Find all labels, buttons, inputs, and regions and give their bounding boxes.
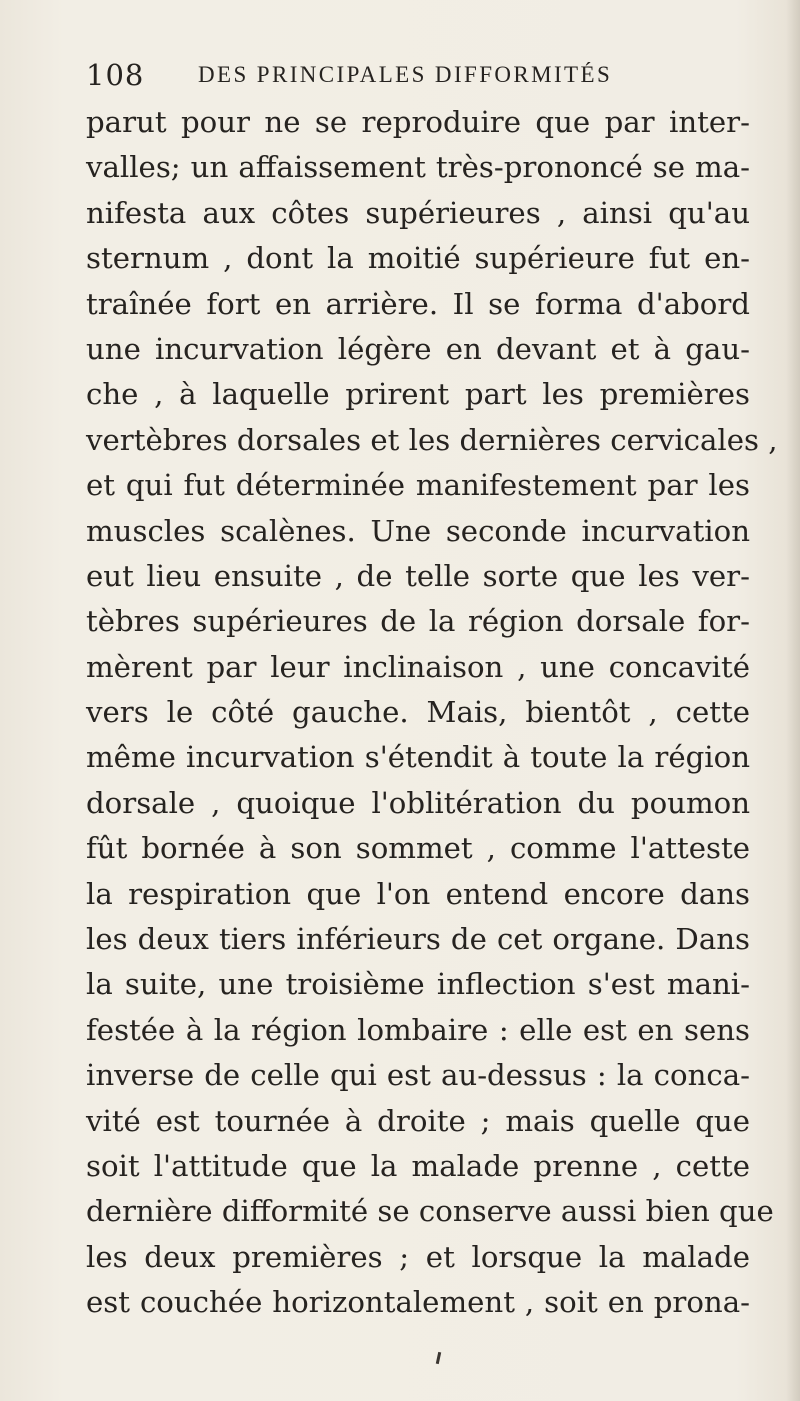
page-number: 108: [86, 58, 145, 92]
text-line: et qui fut déterminée manifestement par les: [86, 468, 750, 503]
running-head: [86, 58, 736, 98]
text-line: tèbres supérieures de la région dorsale for-: [86, 604, 750, 639]
text-line: parut pour ne se reproduire que par inter-: [86, 105, 750, 139]
text-line: la suite, une troisième inflection s'est mani-: [86, 967, 750, 1002]
text-line: la respiration que l'on entend encore dans: [86, 876, 750, 911]
text-line: même incurvation s'étendit à toute la région: [86, 740, 750, 775]
text-line: vers le côté gauche. Mais, bientôt , cette: [86, 695, 750, 730]
ink-mark: [436, 1352, 441, 1364]
text-line: dernière difformité se conserve aussi bien que: [86, 1194, 774, 1229]
text-line: traînée fort en arrière. Il se forma d'abord: [86, 286, 750, 321]
text-line: festée à la région lombaire : elle est en sens: [86, 1012, 750, 1047]
text-line: mèrent par leur inclinaison , une concavité: [86, 649, 750, 684]
text-line: che , à laquelle prirent part les premières: [86, 377, 750, 412]
text-line: nifesta aux côtes supérieures , ainsi qu'au: [86, 195, 750, 230]
text-line: une incurvation légère en devant et à gau-: [86, 331, 750, 366]
text-line: les deux premières ; et lorsque la malade: [86, 1239, 750, 1274]
text-line: vité est tournée à droite ; mais quelle que: [86, 1103, 750, 1138]
body-text: [86, 100, 778, 1326]
text-line: dorsale , quoique l'oblitération du poumon: [86, 785, 750, 820]
text-line: est couchée horizontalement , soit en prona-: [86, 1285, 750, 1320]
text-line: les deux tiers inférieurs de cet organe. Dans: [86, 922, 750, 957]
text-line: valles; un affaissement très-prononcé se ma-: [86, 150, 750, 185]
text-line: soit l'attitude que la malade prenne , cette: [86, 1148, 750, 1183]
page-edge-shadow: [786, 0, 800, 1401]
text-line: eut lieu ensuite , de telle sorte que les ver-: [86, 558, 750, 593]
text-line: muscles scalènes. Une seconde incurvation: [86, 513, 750, 548]
text-line: fût bornée à son sommet , comme l'atteste: [86, 831, 750, 866]
text-line: sternum , dont la moitié supérieure fut en-: [86, 241, 750, 276]
text-line: vertèbres dorsales et les dernières cervicales ,: [86, 422, 778, 457]
text-line: inverse de celle qui est au-dessus : la conca-: [86, 1058, 750, 1093]
running-title: DES PRINCIPALES DIFFORMITÉS: [198, 62, 613, 87]
